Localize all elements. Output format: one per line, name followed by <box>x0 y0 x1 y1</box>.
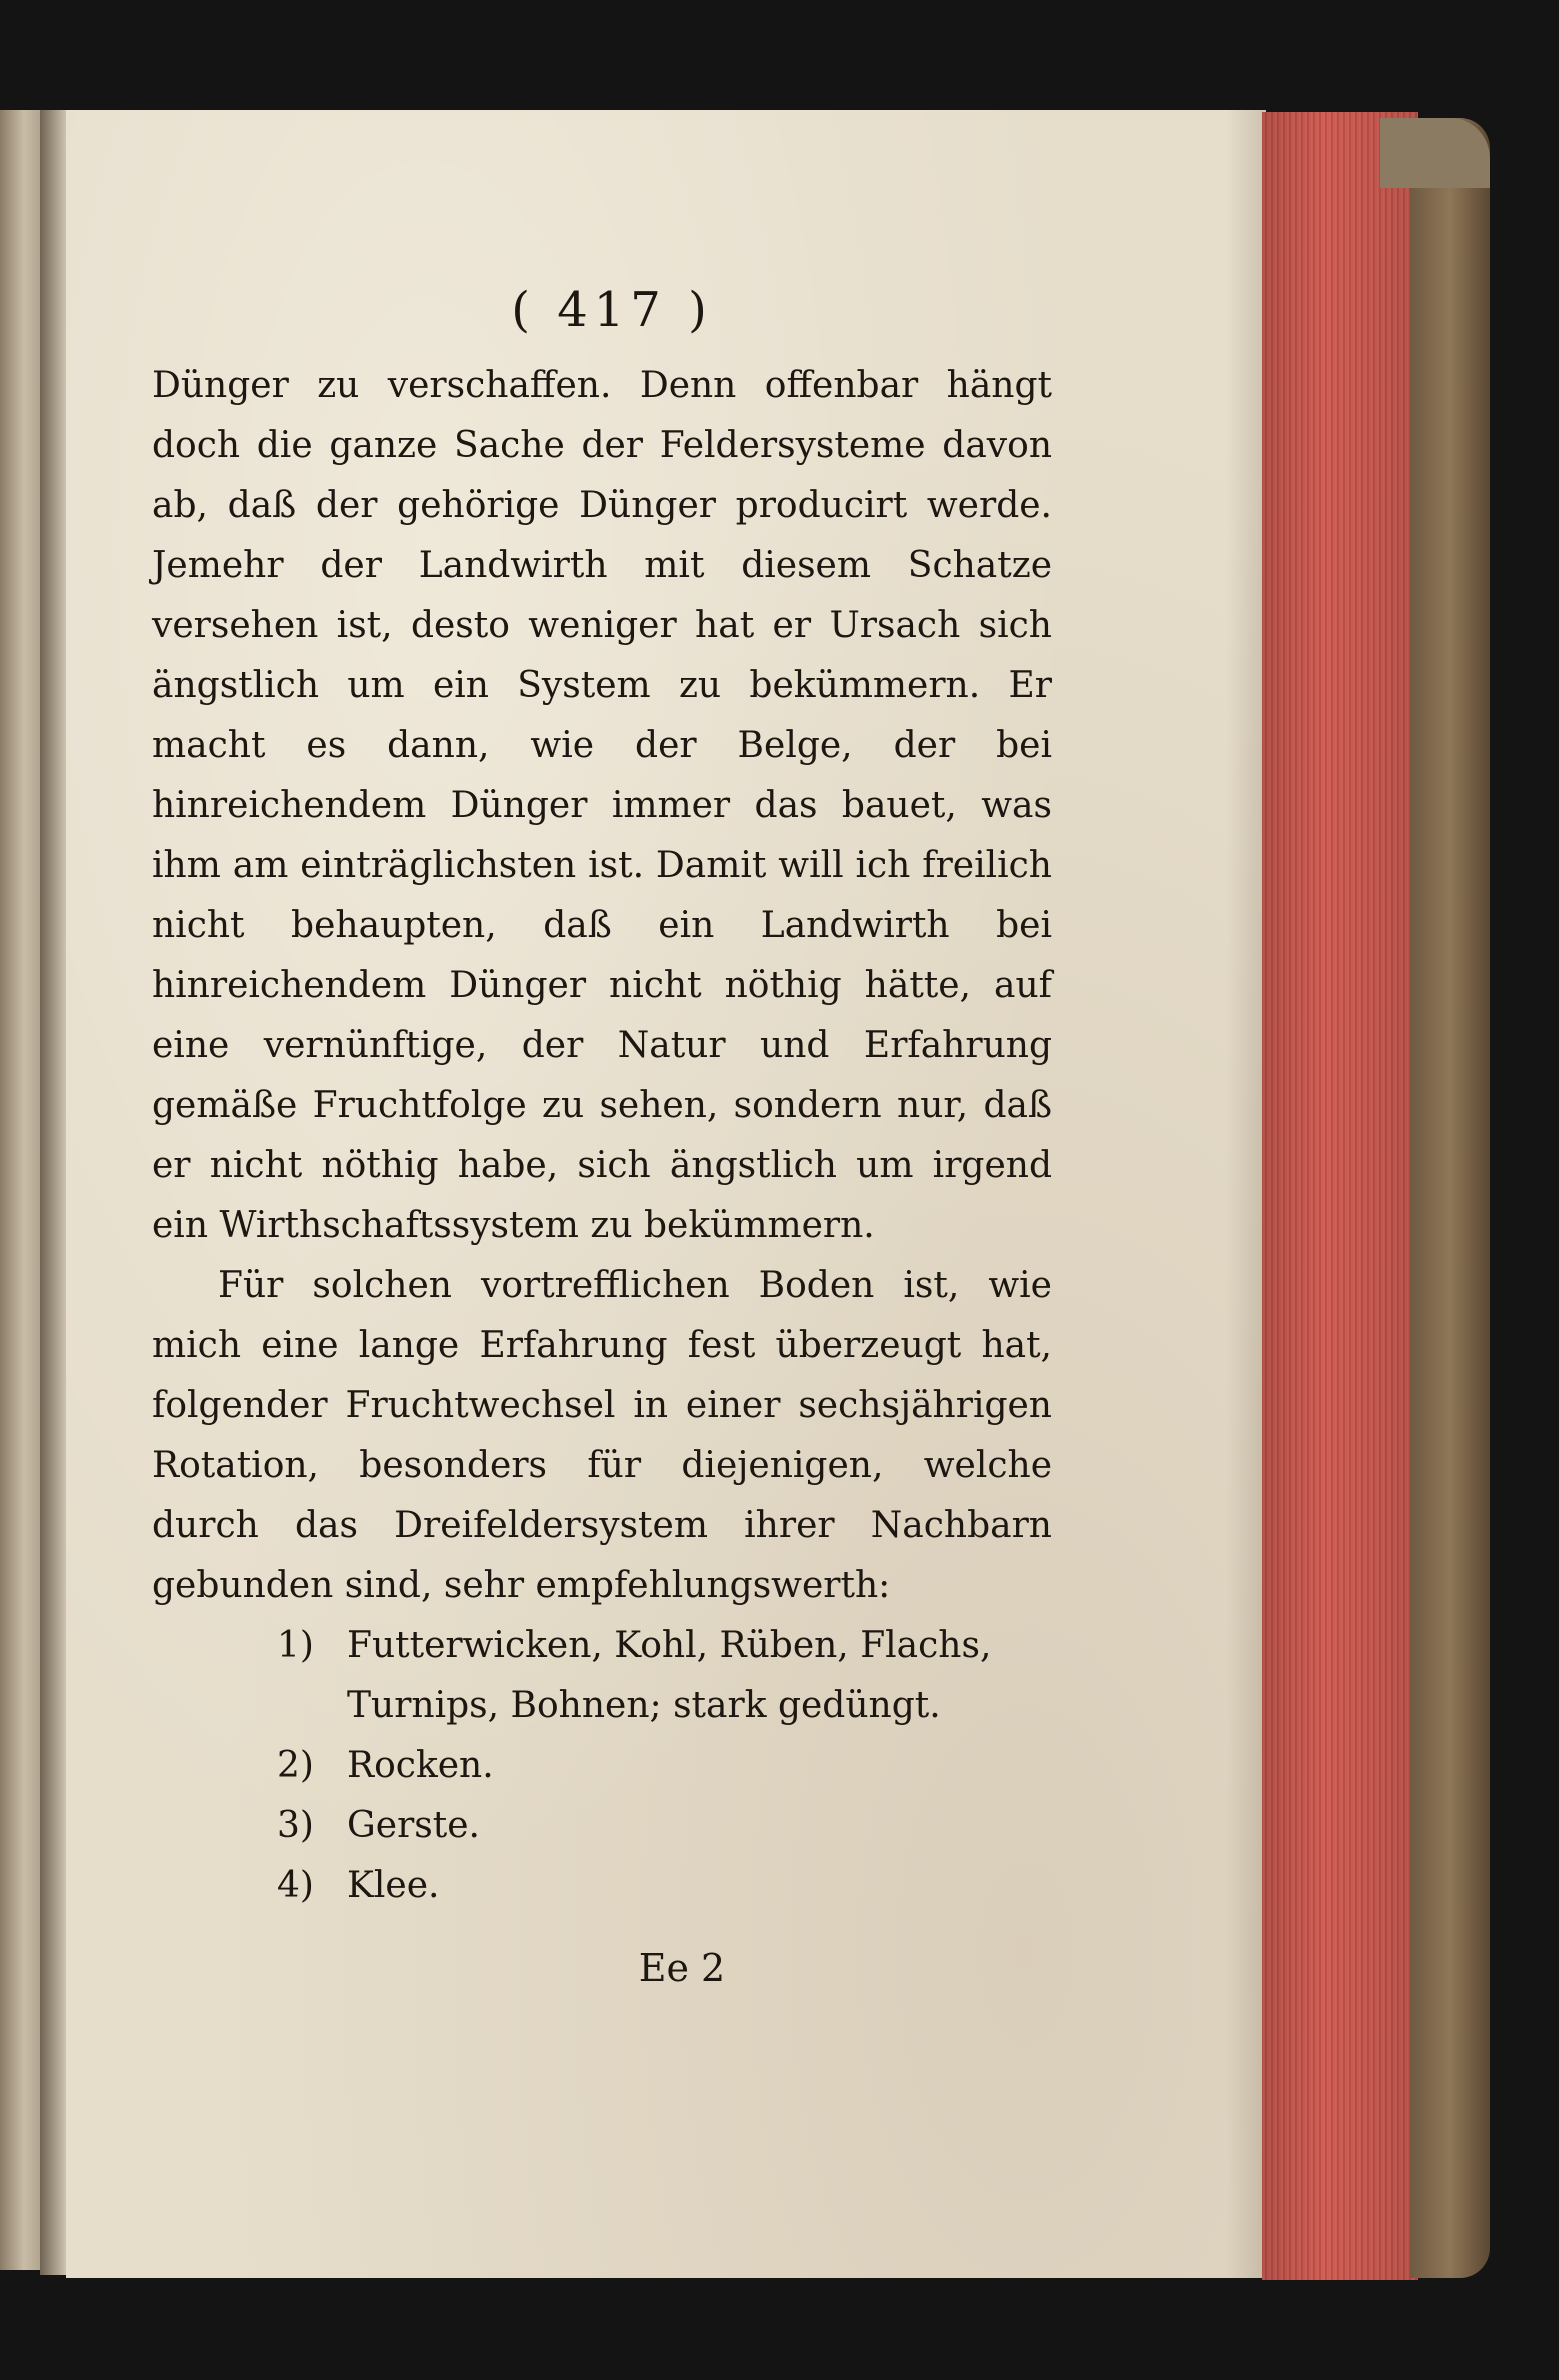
list-item <box>152 1796 1052 1856</box>
gutter-shadow <box>40 110 68 2275</box>
list-item-number: 4) <box>277 1865 314 1906</box>
list-item-number: 1) <box>277 1625 314 1666</box>
page-edges-shade <box>1262 112 1418 2280</box>
page-shade <box>1226 110 1266 2278</box>
list-item-number: 2) <box>277 1745 314 1786</box>
list-item <box>152 1736 1052 1796</box>
signature-mark: Ee 2 <box>638 1946 726 1990</box>
book-cover-corner <box>1380 118 1490 188</box>
list-item-text: Gerste. <box>347 1805 480 1846</box>
paragraph-2: Für solchen vortrefflichen Boden ist, wie mich eine lange Erfahrung fest überzeugt hat, folgender Fruchtwechsel in einer sechsjährigen Rotation, besonders für diejenigen, welche durch das Dreifeldersystem ihrer Nachbarn gebunden sind, sehr empfehlungswerth: <box>152 1265 1052 1606</box>
paragraph-1: Dünger zu verschaffen. Denn offenbar hängt doch die ganze Sache der Feldersysteme davon ab, daß der gehörige Dünger producirt werde. Jemehr der Landwirth mit diesem Schatze versehen ist, desto weniger hat er Ursach sich ängstlich um ein System zu bekümmern. Er macht es dann, wie der Belge, der bei hinreichendem Dünger immer das bauet, was ihm am einträglichsten ist. Damit will ich freilich nicht behaupten, daß ein Landwirth bei hinreichendem Dünger nicht nöthig hätte, auf eine vernünftige, der Natur und Erfahrung gemäße Fruchtfolge zu sehen, sondern nur, daß er nicht nöthig habe, sich ängstlich um irgend ein Wirthschaftssystem zu bekümmern. <box>152 365 1052 1246</box>
list-item-text: Futterwicken, Kohl, Rüben, Flachs, Turnips, Bohnen; stark gedüngt. <box>347 1625 992 1726</box>
page-number: ( 417 ) <box>511 282 713 338</box>
list-item-number: 3) <box>277 1805 314 1846</box>
book-cover-edge <box>1410 118 1490 2278</box>
list-item-text: Klee. <box>347 1865 440 1906</box>
list-item <box>152 1616 1052 1736</box>
previous-page-edge <box>0 110 40 2270</box>
crop-rotation-list <box>152 1616 1052 1916</box>
page-text <box>152 280 1052 1990</box>
list-item-text: Rocken. <box>347 1745 494 1786</box>
list-item <box>152 1856 1052 1916</box>
